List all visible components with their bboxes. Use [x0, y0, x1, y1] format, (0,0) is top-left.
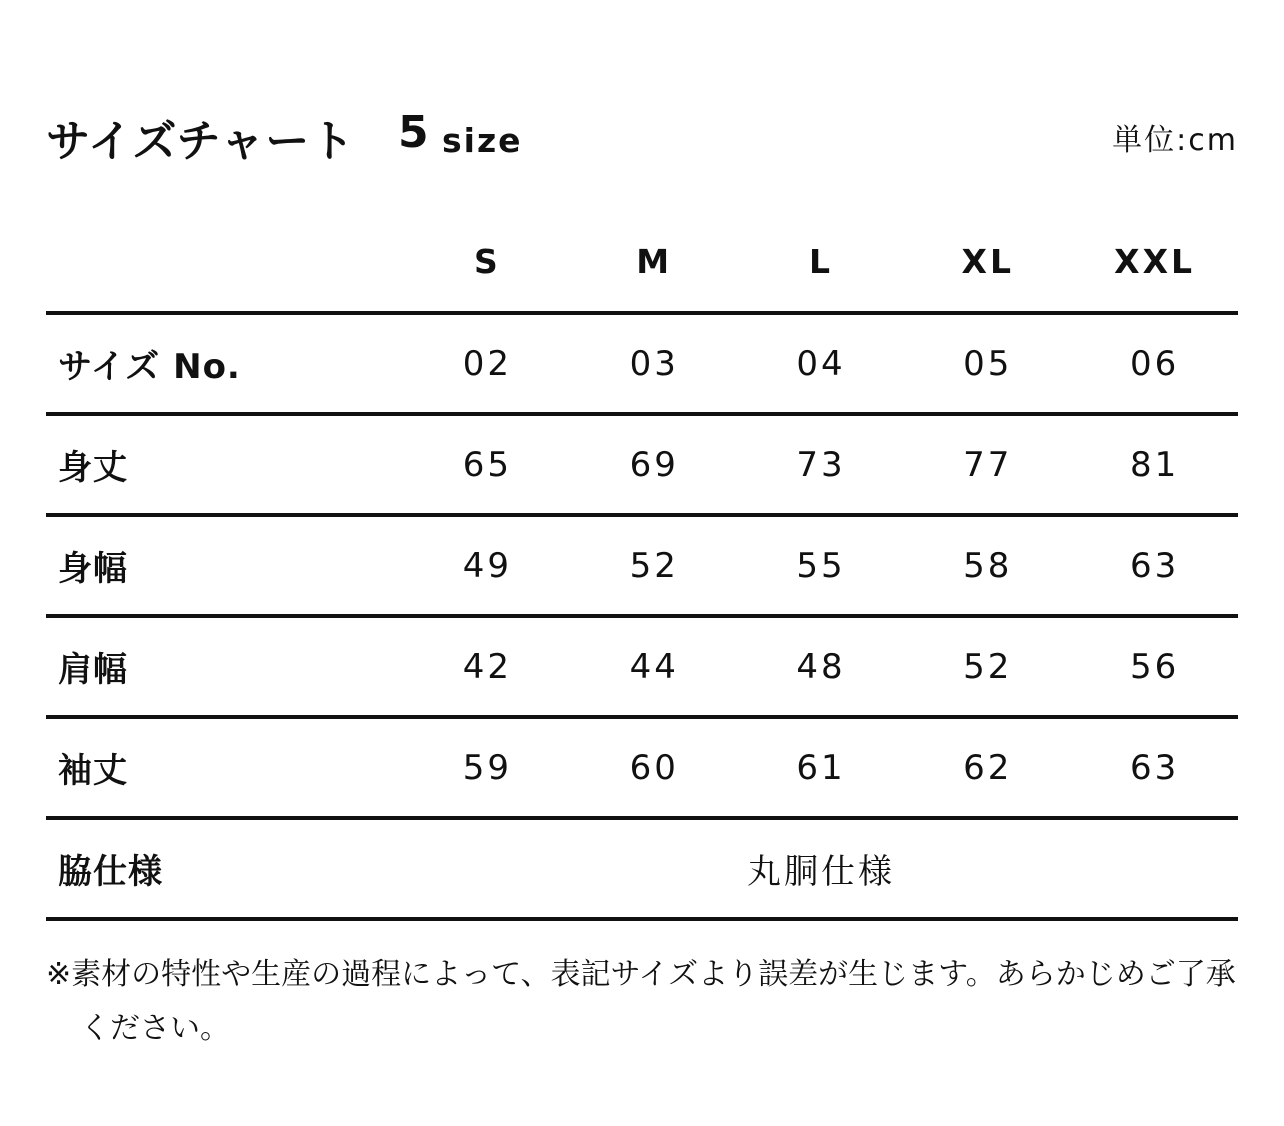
column-header: XL [904, 212, 1071, 313]
table-cell: 55 [738, 515, 905, 616]
table-cell: 60 [571, 717, 738, 818]
table-cell: 49 [404, 515, 571, 616]
row-label: 袖丈 [46, 717, 404, 818]
size-chart-page [46, 0, 1238, 1126]
row-label: 身幅 [46, 515, 404, 616]
table-cell: 58 [904, 515, 1071, 616]
table-cell: 59 [404, 717, 571, 818]
table-cell: 62 [904, 717, 1071, 818]
unit-label: 単位:cm [1112, 123, 1238, 158]
row-label: 肩幅 [46, 616, 404, 717]
table-cell: 48 [738, 616, 905, 717]
table-cell: 69 [571, 414, 738, 515]
table-cell: 81 [1071, 414, 1238, 515]
table-cell: 63 [1071, 515, 1238, 616]
table-cell: 77 [904, 414, 1071, 515]
table-cell: 44 [571, 616, 738, 717]
table-cell: 52 [571, 515, 738, 616]
table-header-row [46, 212, 1238, 313]
table-cell: 52 [904, 616, 1071, 717]
table-cell: 56 [1071, 616, 1238, 717]
size-count: 5 [398, 107, 429, 158]
table-cell: 61 [738, 717, 905, 818]
side-spec-value: 丸胴仕様 [404, 818, 1238, 919]
table-cell: 65 [404, 414, 571, 515]
disclaimer-note: ※素材の特性や生産の過程によって、表記サイズより誤差が生じます。あらかじめご了承ください。 [46, 957, 1236, 1046]
table-row [46, 616, 1238, 717]
row-label: 身丈 [46, 414, 404, 515]
header-empty-cell [46, 212, 404, 313]
table-cell: 63 [1071, 717, 1238, 818]
table-row [46, 414, 1238, 515]
row-label: サイズ No. [46, 313, 404, 414]
table-row [46, 515, 1238, 616]
table-cell: 05 [904, 313, 1071, 414]
side-spec-row [46, 818, 1238, 919]
column-header: S [404, 212, 571, 313]
size-table [46, 212, 1238, 921]
table-cell: 02 [404, 313, 571, 414]
column-header: M [571, 212, 738, 313]
column-header: L [738, 212, 905, 313]
table-row [46, 717, 1238, 818]
table-row [46, 313, 1238, 414]
table-cell: 03 [571, 313, 738, 414]
size-suffix: size [442, 121, 523, 160]
side-spec-label: 脇仕様 [46, 818, 404, 919]
table-cell: 04 [738, 313, 905, 414]
title-row [46, 105, 1238, 165]
table-cell: 73 [738, 414, 905, 515]
column-header: XXL [1071, 212, 1238, 313]
page-title: サイズチャート [46, 116, 356, 167]
table-cell: 06 [1071, 313, 1238, 414]
table-cell: 42 [404, 616, 571, 717]
